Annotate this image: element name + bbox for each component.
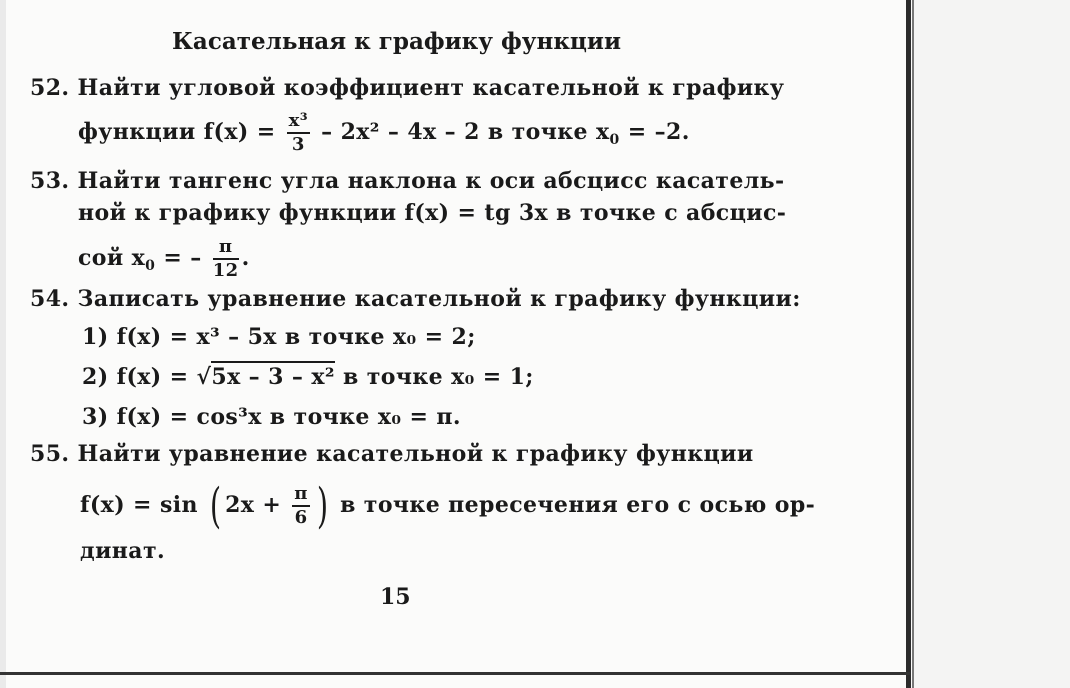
problem-52-text-2: функции f(x) = <box>78 119 276 145</box>
problem-55-arg: 2x + <box>225 492 282 518</box>
left-paren: ( <box>209 478 222 534</box>
fraction-denominator: 3 <box>291 134 305 155</box>
book-spine-shadow <box>912 0 914 688</box>
problem-54-number: 54. <box>30 286 70 312</box>
problem-52-line-2 <box>78 112 690 154</box>
problem-55-line-3: динат. <box>80 538 166 564</box>
problem-54-item-1: 1) f(x) = x³ – 5x в точке x₀ = 2; <box>82 324 476 350</box>
facing-page <box>914 0 1070 688</box>
problem-53-fraction <box>213 238 239 280</box>
fraction-numerator: π <box>292 485 310 507</box>
problem-52-text-1: Найти угловой коэффициент касательной к графику <box>77 75 785 101</box>
problem-55-number: 55. <box>30 441 70 467</box>
problem-52-line-1 <box>30 75 784 101</box>
problem-53-text-3: сой x <box>78 245 146 271</box>
fraction-denominator: 12 <box>212 260 239 281</box>
fraction-denominator: 6 <box>294 507 308 528</box>
problem-54-item-2-tail: в точке x₀ = 1; <box>342 364 534 390</box>
page-left-edge <box>0 0 6 688</box>
problem-53-text-2: ной к графику функции f(x) = tg 3x в точке с абсцис- <box>78 200 787 226</box>
page-number: 15 <box>380 584 411 610</box>
subscript: 0 <box>145 258 156 274</box>
problem-52-text-4: = –2. <box>627 119 690 145</box>
problem-54-line-1 <box>30 286 801 312</box>
fraction-numerator: π <box>213 238 239 260</box>
subscript: 0 <box>609 132 620 148</box>
problem-53-text-4: = – <box>163 245 202 271</box>
problem-52-fraction <box>287 112 310 154</box>
problem-55-line-2 <box>80 478 815 534</box>
section-title: Касательная к графику функции <box>172 28 622 55</box>
fraction-numerator: x³ <box>287 112 310 134</box>
problem-53-line-1 <box>30 168 785 194</box>
problem-54-item-2 <box>82 364 534 390</box>
problem-54-item-3: 3) f(x) = cos³x в точке x₀ = π. <box>82 404 461 430</box>
problem-55-text-2: f(x) = sin <box>80 492 198 518</box>
problem-55-text-3: в точке пересечения его с осью ор- <box>340 492 816 518</box>
page-bottom-edge <box>0 672 910 675</box>
problem-53-text-5: . <box>241 245 250 271</box>
problem-55-fraction <box>292 485 310 527</box>
problem-55-text-1: Найти уравнение касательной к графику функции <box>77 441 754 467</box>
right-paren: ) <box>316 478 329 534</box>
problem-53-number: 53. <box>30 168 70 194</box>
problem-55-line-1 <box>30 441 754 467</box>
radical-expression: 5x – 3 – x² <box>211 361 335 390</box>
problem-54-item-2-text: 2) f(x) = √ <box>82 364 212 390</box>
book-spine <box>906 0 911 688</box>
problem-52-number: 52. <box>30 75 70 101</box>
problem-53-line-3 <box>78 238 250 280</box>
problem-53-text-1: Найти тангенс угла наклона к оси абсцисс касатель- <box>77 168 785 194</box>
problem-53-line-2 <box>78 200 786 226</box>
problem-54-text-1: Записать уравнение касательной к графику функции: <box>77 286 801 312</box>
problem-52-text-3: – 2x² – 4x – 2 в точке x <box>321 119 610 145</box>
